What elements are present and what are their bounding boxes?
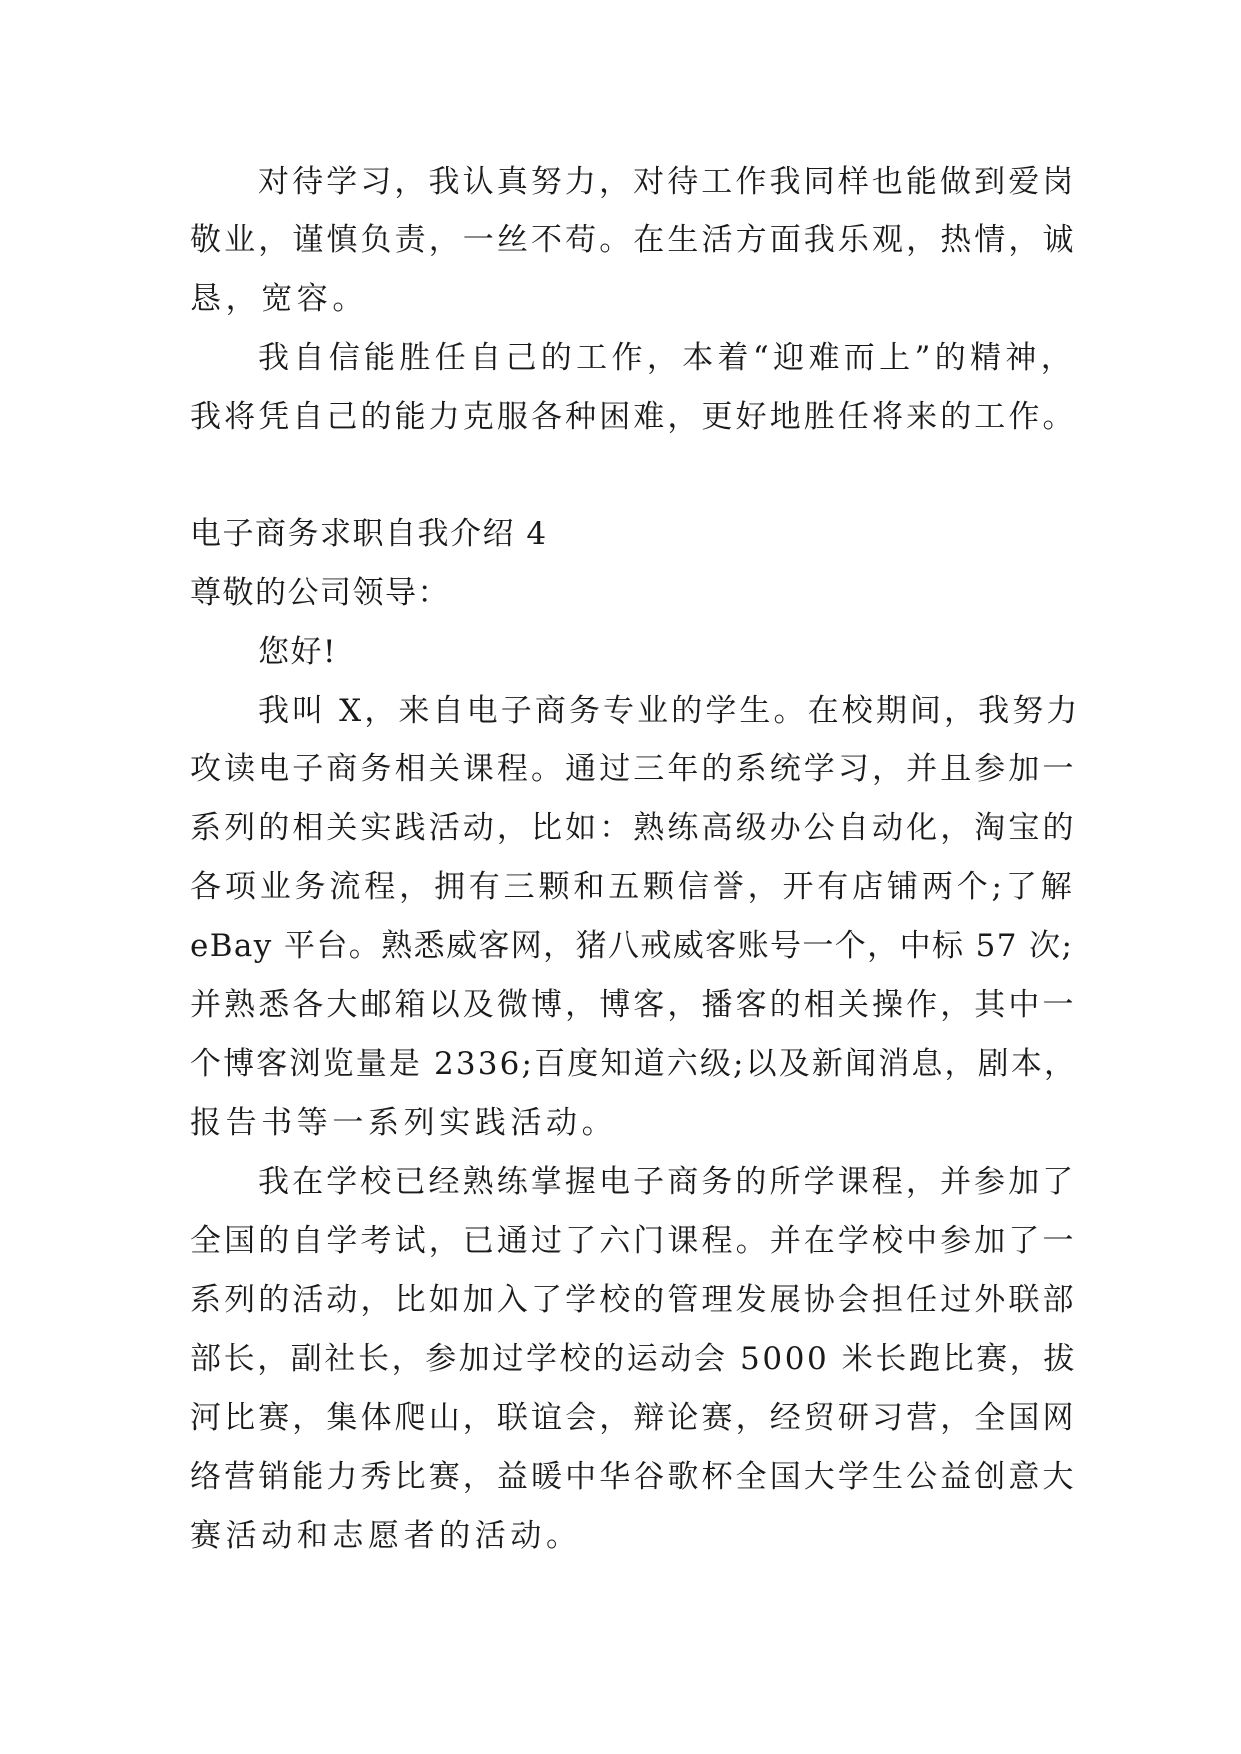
paragraph-line: 恳，宽容。 [190, 281, 368, 317]
paragraph-line: 我在学校已经熟练掌握电子商务的所学课程，并参加了 [258, 1164, 1077, 1200]
paragraph-line: 对待学习，我认真努力，对待工作我同样也能做到爱岗 [258, 164, 1077, 200]
paragraph-line: 报告书等一系列实践活动。 [190, 1105, 618, 1141]
greeting: 您好! [258, 634, 337, 670]
paragraph-line: eBay 平台。熟悉威客网，猪八戒威客账号一个，中标 57 次; [190, 928, 1074, 964]
paragraph-line: 我自信能胜任自己的工作，本着“迎难而上”的精神， [258, 340, 1077, 376]
paragraph-line: 系列的活动，比如加入了学校的管理发展协会担任过外联部 [190, 1282, 1077, 1318]
paragraph-line: 个博客浏览量是 2336;百度知道六级;以及新闻消息，剧本， [190, 1046, 1078, 1082]
paragraph-line: 攻读电子商务相关课程。通过三年的系统学习，并且参加一 [190, 751, 1077, 787]
section-heading: 电子商务求职自我介绍 4 [190, 516, 548, 552]
paragraph-line: 河比赛，集体爬山，联谊会，辩论赛，经贸研习营，全国网 [190, 1400, 1077, 1436]
paragraph-line: 我叫 X，来自电子商务专业的学生。在校期间，我努力 [258, 693, 1081, 729]
paragraph-line: 赛活动和志愿者的活动。 [190, 1518, 582, 1554]
paragraph-line: 系列的相关实践活动，比如：熟练高级办公自动化，淘宝的 [190, 810, 1077, 846]
salutation: 尊敬的公司领导： [190, 575, 450, 611]
paragraph-line: 络营销能力秀比赛，益暖中华谷歌杯全国大学生公益创意大 [190, 1459, 1077, 1495]
paragraph-line: 我将凭自己的能力克服各种困难，更好地胜任将来的工作。 [190, 399, 1077, 435]
paragraph-line: 并熟悉各大邮箱以及微博，博客，播客的相关操作，其中一 [190, 987, 1077, 1023]
paragraph-line: 全国的自学考试，已通过了六门课程。并在学校中参加了一 [190, 1223, 1077, 1259]
paragraph-line: 敬业，谨慎负责，一丝不苟。在生活方面我乐观，热情，诚 [190, 222, 1077, 258]
paragraph-line: 各项业务流程，拥有三颗和五颗信誉，开有店铺两个;了解 [190, 869, 1076, 905]
paragraph-line: 部长，副社长，参加过学校的运动会 5000 米长跑比赛，拔 [190, 1341, 1077, 1377]
